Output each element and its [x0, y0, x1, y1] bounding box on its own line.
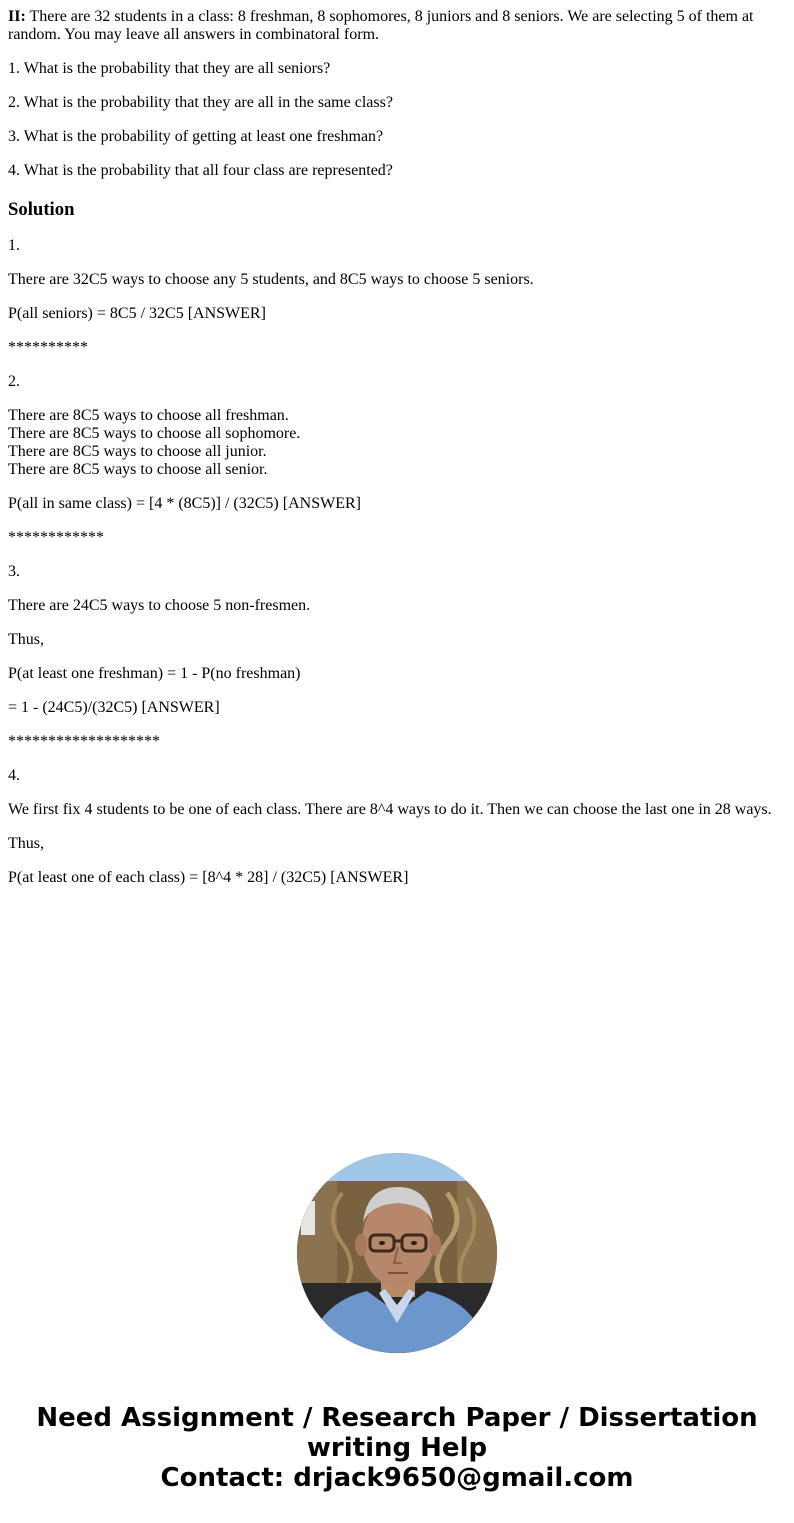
solution-part1-number: 1.: [8, 237, 20, 254]
solution-part3-answer: = 1 - (24C5)/(32C5) [ANSWER]: [8, 699, 220, 716]
banner-line-2: writing Help: [306, 1433, 488, 1463]
problem-label: II:: [8, 8, 26, 25]
solution-part4-answer: P(at least one of each class) = [8^4 * 28] / (32C5) [ANSWER]: [8, 869, 409, 886]
solution-part2-line: There are 8C5 ways to choose all junior.: [8, 443, 267, 460]
banner-line-1: Need Assignment / Research Paper / Dissertation: [36, 1403, 758, 1433]
solution-part2-line: There are 8C5 ways to choose all senior.: [8, 461, 268, 478]
question-1: 1. What is the probability that they are all seniors?: [8, 60, 331, 77]
solution-part2-answer: P(all in same class) = [4 * (8C5)] / (32C5) [ANSWER]: [8, 495, 361, 512]
solution-part1-explanation: There are 32C5 ways to choose any 5 students, and 8C5 ways to choose 5 seniors.: [8, 271, 534, 288]
solution-part2-lines: [8, 407, 786, 479]
solution-part4-thus: Thus,: [8, 835, 44, 852]
solution-part2-number: 2.: [8, 373, 20, 390]
solution-part2-separator: ************: [8, 529, 104, 546]
banner-contact-line: Contact: drjack9650@gmail.com: [160, 1463, 634, 1493]
solution-part3-thus: Thus,: [8, 631, 44, 648]
contact-banner: [0, 1403, 794, 1493]
solution-part2-line: There are 8C5 ways to choose all sophomore.: [8, 425, 301, 442]
solution-part3-explanation: There are 24C5 ways to choose 5 non-fresmen.: [8, 597, 311, 614]
solution-part1-answer: P(all seniors) = 8C5 / 32C5 [ANSWER]: [8, 305, 266, 322]
question-2: 2. What is the probability that they are all in the same class?: [8, 94, 393, 111]
solution-part3-number: 3.: [8, 563, 20, 580]
author-photo: [297, 1153, 497, 1353]
solution-part3-separator: *******************: [8, 733, 160, 750]
solution-part3-step: P(at least one freshman) = 1 - P(no freshman): [8, 665, 301, 682]
question-3: 3. What is the probability of getting at least one freshman?: [8, 128, 384, 145]
solution-heading: Solution: [8, 199, 75, 220]
problem-statement: [8, 8, 786, 44]
solution-part4-number: 4.: [8, 767, 20, 784]
solution-part4-explanation: We first fix 4 students to be one of each class. There are 8^4 ways to do it. Then we can choose the last one in 28 ways.: [8, 801, 772, 818]
author-photo-illustration: [297, 1153, 497, 1353]
question-4: 4. What is the probability that all four class are represented?: [8, 162, 393, 179]
solution-part2-line: There are 8C5 ways to choose all freshman.: [8, 407, 289, 424]
problem-text: There are 32 students in a class: 8 freshman, 8 sophomores, 8 juniors and 8 seniors. We are selecting 5 of them at random. You may leave all answers in combinatoral form.: [8, 8, 754, 43]
document-body: [8, 8, 786, 903]
solution-part1-separator: **********: [8, 339, 88, 356]
